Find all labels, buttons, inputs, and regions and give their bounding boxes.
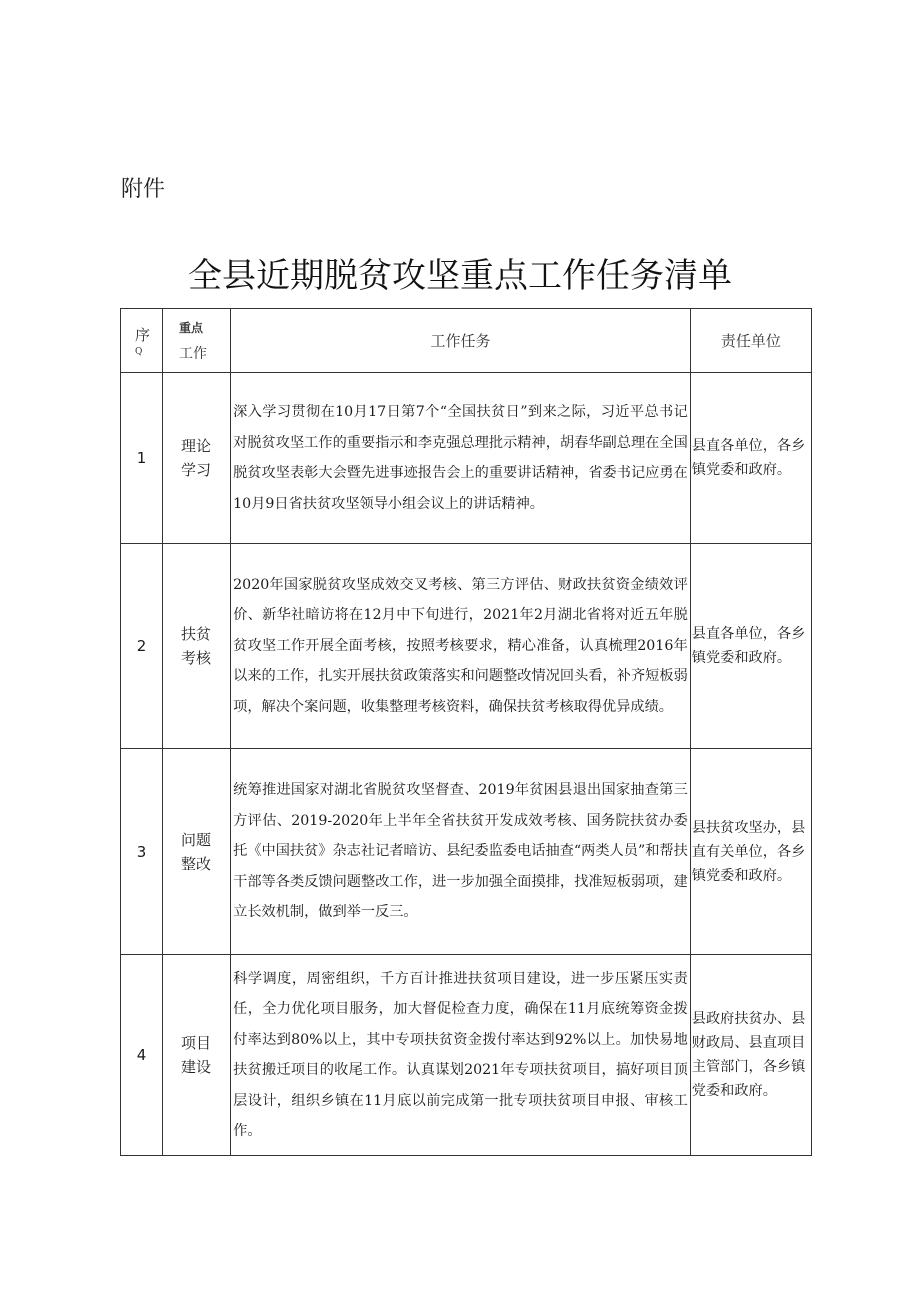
row-task: 2020年国家脱贫攻坚成效交叉考核、第三方评估、财政扶贫资金绩效评价、新华社暗访将在12月中下旬进行，2021年2月湖北省将对近五年脱贫攻坚工作开展全面考核，按照考核要求，精心准备，认真梳理2016年以来的工作，扎实开展扶贫政策落实和问题整改情况回头看，补齐短板弱项，解决个案问题，收集整理考核资料，确保扶贫考核取得优异成绩。 bbox=[231, 544, 691, 749]
row-number: 1 bbox=[121, 373, 163, 544]
row-task: 科学调度，周密组织，千方百计推进扶贫项目建设，进一步压紧压实责任，全力优化项目服务，加大督促检查力度，确保在11月底统筹资金拨付率达到80%以上，其中专项扶贫资金拨付率达到92%以上。加快易地扶贫搬迁项目的收尾工作。认真谋划2021年专项扶贫项目，搞好项目顶层设计，组织乡镇在11月底以前完成第一批专项扶贫项目申报、审核工作。 bbox=[231, 955, 691, 1156]
table-row bbox=[121, 373, 812, 544]
row-unit: 县政府扶贫办、县财政局、县直项目主管部门，各乡镇党委和政府。 bbox=[690, 955, 811, 1156]
row-task: 统筹推进国家对湖北省脱贫攻坚督查、2019年贫困县退出国家抽查第三方评估、2019-2020年上半年全省扶贫开发成效考核、国务院扶贫办委托《中国扶贫》杂志社记者暗访、县纪委监委电话抽查“两类人员”和帮扶干部等各类反馈问题整改工作，进一步加强全面摸排，找准短板弱项，建立长效机制，做到举一反三。 bbox=[231, 749, 691, 955]
header-unit: 责任单位 bbox=[690, 309, 811, 373]
table-header-row bbox=[121, 309, 812, 373]
table-row bbox=[121, 749, 812, 955]
header-task: 工作任务 bbox=[231, 309, 691, 373]
row-key-work: 扶贫考核 bbox=[163, 544, 231, 749]
row-key-work: 问题整改 bbox=[163, 749, 231, 955]
header-no bbox=[121, 309, 163, 373]
row-key-work: 理论学习 bbox=[163, 373, 231, 544]
document-title: 全县近期脱贫攻坚重点工作任务清单 bbox=[188, 256, 732, 296]
row-unit: 县直各单位，各乡镇党委和政府。 bbox=[690, 544, 811, 749]
attachment-label: 附件 bbox=[121, 177, 166, 202]
row-key-work: 项目建设 bbox=[163, 955, 231, 1156]
table-row bbox=[121, 955, 812, 1156]
row-number: 3 bbox=[121, 749, 163, 955]
table-row bbox=[121, 544, 812, 749]
header-no-text: 序 bbox=[135, 325, 151, 344]
task-table bbox=[120, 308, 812, 1156]
header-key-work bbox=[163, 309, 231, 373]
header-no-mark: Q bbox=[135, 346, 143, 357]
row-unit: 县直各单位，各乡镇党委和政府。 bbox=[690, 373, 811, 544]
header-key-line2: 工作 bbox=[179, 345, 208, 362]
row-number: 2 bbox=[121, 544, 163, 749]
row-task: 深入学习贯彻在10月17日第7个“全国扶贫日”到来之际，习近平总书记对脱贫攻坚工作的重要指示和李克强总理批示精神，胡春华副总理在全国脱贫攻坚表彰大会暨先进事迹报告会上的重要讲话精神，省委书记应勇在10月9日省扶贫攻坚领导小组会议上的讲话精神。 bbox=[231, 373, 691, 544]
row-number: 4 bbox=[121, 955, 163, 1156]
row-unit: 县扶贫攻坚办，县直有关单位，各乡镇党委和政府。 bbox=[690, 749, 811, 955]
header-key-line1: 重点 bbox=[179, 320, 204, 335]
